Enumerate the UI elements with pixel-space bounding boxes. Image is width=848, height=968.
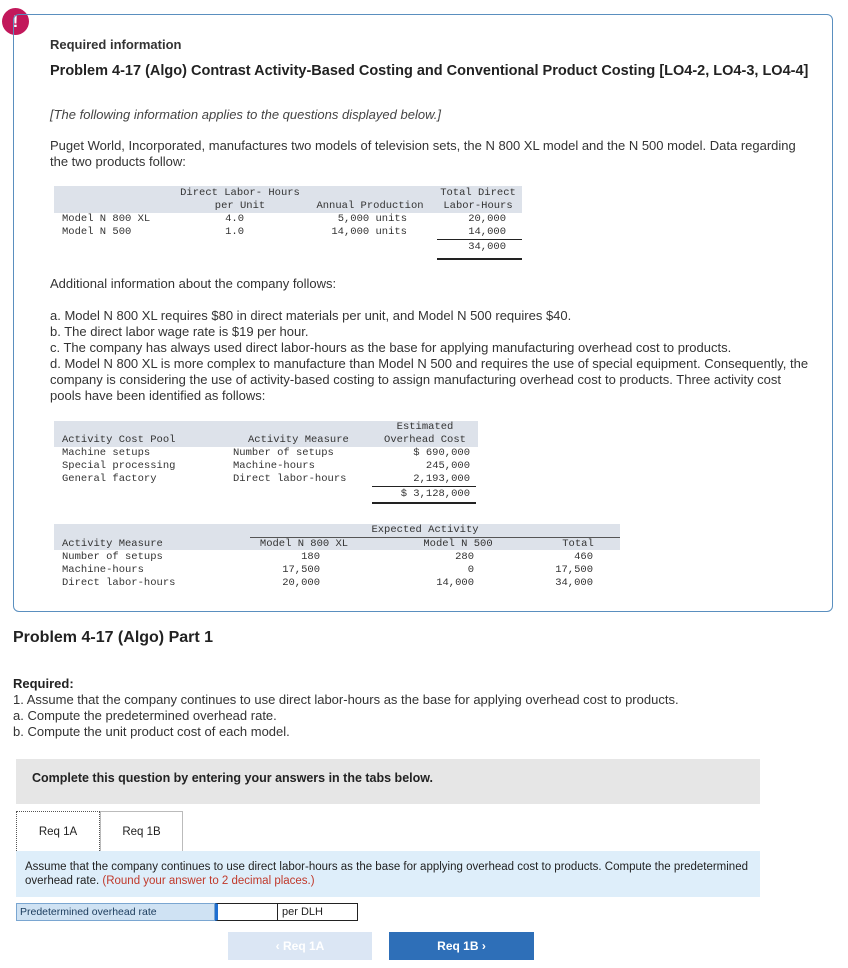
list-item: d. Model N 800 XL is more complex to manufacture than Model N 500 and requires the use of special equipment. Consequently, the company is considering the use of activity-based costing to assign manufacturing overhead cost to products. Three activity cost pools have been identified as follows: — [50, 356, 809, 403]
header-total-line2: Labor-Hours — [443, 200, 513, 212]
table-cell-m1: 180 — [301, 551, 320, 563]
table-row-measure: Direct labor-hours — [62, 577, 176, 589]
table-cell-dlh: 4.0 — [225, 213, 244, 225]
table-cell-total: 460 — [574, 551, 593, 563]
table-cell-cost: 245,000 — [425, 460, 470, 472]
header-est-line2: Overhead Cost — [384, 434, 466, 446]
alert-icon: ! — [2, 8, 29, 35]
complete-banner-text: Complete this question by entering your answers in the tabs below. — [32, 771, 433, 785]
table-cell-measure: Machine-hours — [233, 460, 315, 472]
table-row-pool: Machine setups — [62, 447, 151, 459]
table-cell-m1: 20,000 — [282, 577, 320, 589]
table-cell-measure: Direct labor-hours — [233, 473, 347, 485]
table-row-pool: Special processing — [62, 460, 176, 472]
answer-label: Predetermined overhead rate — [16, 903, 215, 921]
subtotal-rule — [437, 239, 522, 240]
required-list — [13, 692, 679, 740]
list-item: b. Compute the unit product cost of each model. — [13, 724, 290, 739]
header-measure: Activity Measure — [62, 538, 163, 550]
table-cell-total: 17,500 — [555, 564, 593, 576]
next-req-1b-button[interactable] — [389, 932, 534, 960]
header-est-line1: Estimated — [396, 421, 454, 433]
table-row-model: Model N 800 XL — [62, 213, 151, 225]
table-row-measure: Number of setups — [62, 551, 163, 563]
table-cell-annual: 5,000 units — [337, 213, 407, 225]
total-rule — [437, 258, 522, 260]
table-cell-cost: 2,193,000 — [413, 473, 470, 485]
grand-total: 34,000 — [468, 241, 506, 253]
list-item: 1. Assume that the company continues to use direct labor-hours as the base for applying overhead cost to products. — [13, 692, 679, 707]
list-item: a. Model N 800 XL requires $80 in direct materials per unit, and Model N 500 requires $40. — [50, 308, 572, 323]
chevron-right-icon: › — [481, 939, 486, 953]
next-button-label: Req 1B — [437, 939, 479, 953]
header-model-500: Model N 500 — [423, 538, 493, 550]
prev-req-1a-button[interactable] — [228, 932, 372, 960]
intro-paragraph: Puget World, Incorporated, manufactures two models of television sets, the N 800 XL model and the N 500 model. Data regarding the two products follow: — [50, 138, 796, 169]
additional-heading: Additional information about the company follows: — [50, 276, 337, 291]
table-cell-measure: Number of setups — [233, 447, 334, 459]
header-measure: Activity Measure — [248, 434, 349, 446]
header-total: Total — [562, 538, 594, 550]
predetermined-overhead-rate-input[interactable] — [215, 903, 278, 921]
prev-button-label: Req 1A — [283, 939, 325, 953]
table-cell-dlh: 1.0 — [225, 226, 244, 238]
rounding-hint: (Round your answer to 2 decimal places.) — [102, 875, 315, 887]
required-label: Required: — [13, 676, 74, 691]
list-item: c. The company has always used direct labor-hours as the base for applying manufacturing overhead cost to products. — [50, 340, 732, 355]
total-rule — [372, 502, 476, 504]
list-item: b. The direct labor wage rate is $19 per hour. — [50, 324, 309, 339]
table-row-model: Model N 500 — [62, 226, 132, 238]
table-cell-total: 20,000 — [468, 213, 506, 225]
header-expected-activity: Expected Activity — [371, 524, 479, 536]
table-cell-total: 14,000 — [468, 226, 506, 238]
instruction-box — [16, 851, 760, 897]
header-model-800: Model N 800 XL — [259, 538, 349, 550]
table-cell-m2: 0 — [467, 564, 474, 576]
applies-note: [The following information applies to the questions displayed below.] — [50, 107, 441, 122]
answer-unit: per DLH — [278, 903, 358, 921]
table-row-pool: General factory — [62, 473, 157, 485]
list-item: a. Compute the predetermined overhead rate. — [13, 708, 277, 723]
header-pool: Activity Cost Pool — [62, 434, 176, 446]
tab-req-1a[interactable]: Req 1A — [16, 811, 100, 851]
header-total-line1: Total Direct — [440, 187, 516, 199]
required-info-heading: Required information — [50, 37, 182, 52]
table-cell-annual: 14,000 units — [331, 226, 407, 238]
chevron-left-icon: ‹ — [275, 939, 280, 953]
tab-req-1b[interactable]: Req 1B — [100, 811, 183, 851]
instruction-text: Assume that the company continues to use direct labor-hours as the base for applying overhead cost to products. Compute the predetermined overhead rate. — [25, 861, 748, 887]
complete-banner — [16, 759, 760, 804]
additional-list — [50, 308, 810, 404]
table-cell-cost: $ 690,000 — [413, 447, 470, 459]
header-dlh-line1: Direct Labor- Hours — [180, 187, 300, 199]
table-cell-total: 34,000 — [555, 577, 593, 589]
subtotal-rule — [372, 486, 476, 487]
table-cell-m1: 17,500 — [282, 564, 320, 576]
header-annual: Annual Production — [316, 200, 424, 212]
table-cell-m2: 280 — [455, 551, 474, 563]
table-cell-m2: 14,000 — [436, 577, 474, 589]
table-row-measure: Machine-hours — [62, 564, 144, 576]
part-title: Problem 4-17 (Algo) Part 1 — [13, 629, 214, 646]
problem-title: Problem 4-17 (Algo) Contrast Activity-Based Costing and Conventional Product Costing [LO4-2, LO4-3, LO4-4] — [50, 63, 809, 79]
overhead-total: $ 3,128,000 — [400, 488, 470, 500]
header-dlh-line2: per Unit — [214, 200, 266, 212]
